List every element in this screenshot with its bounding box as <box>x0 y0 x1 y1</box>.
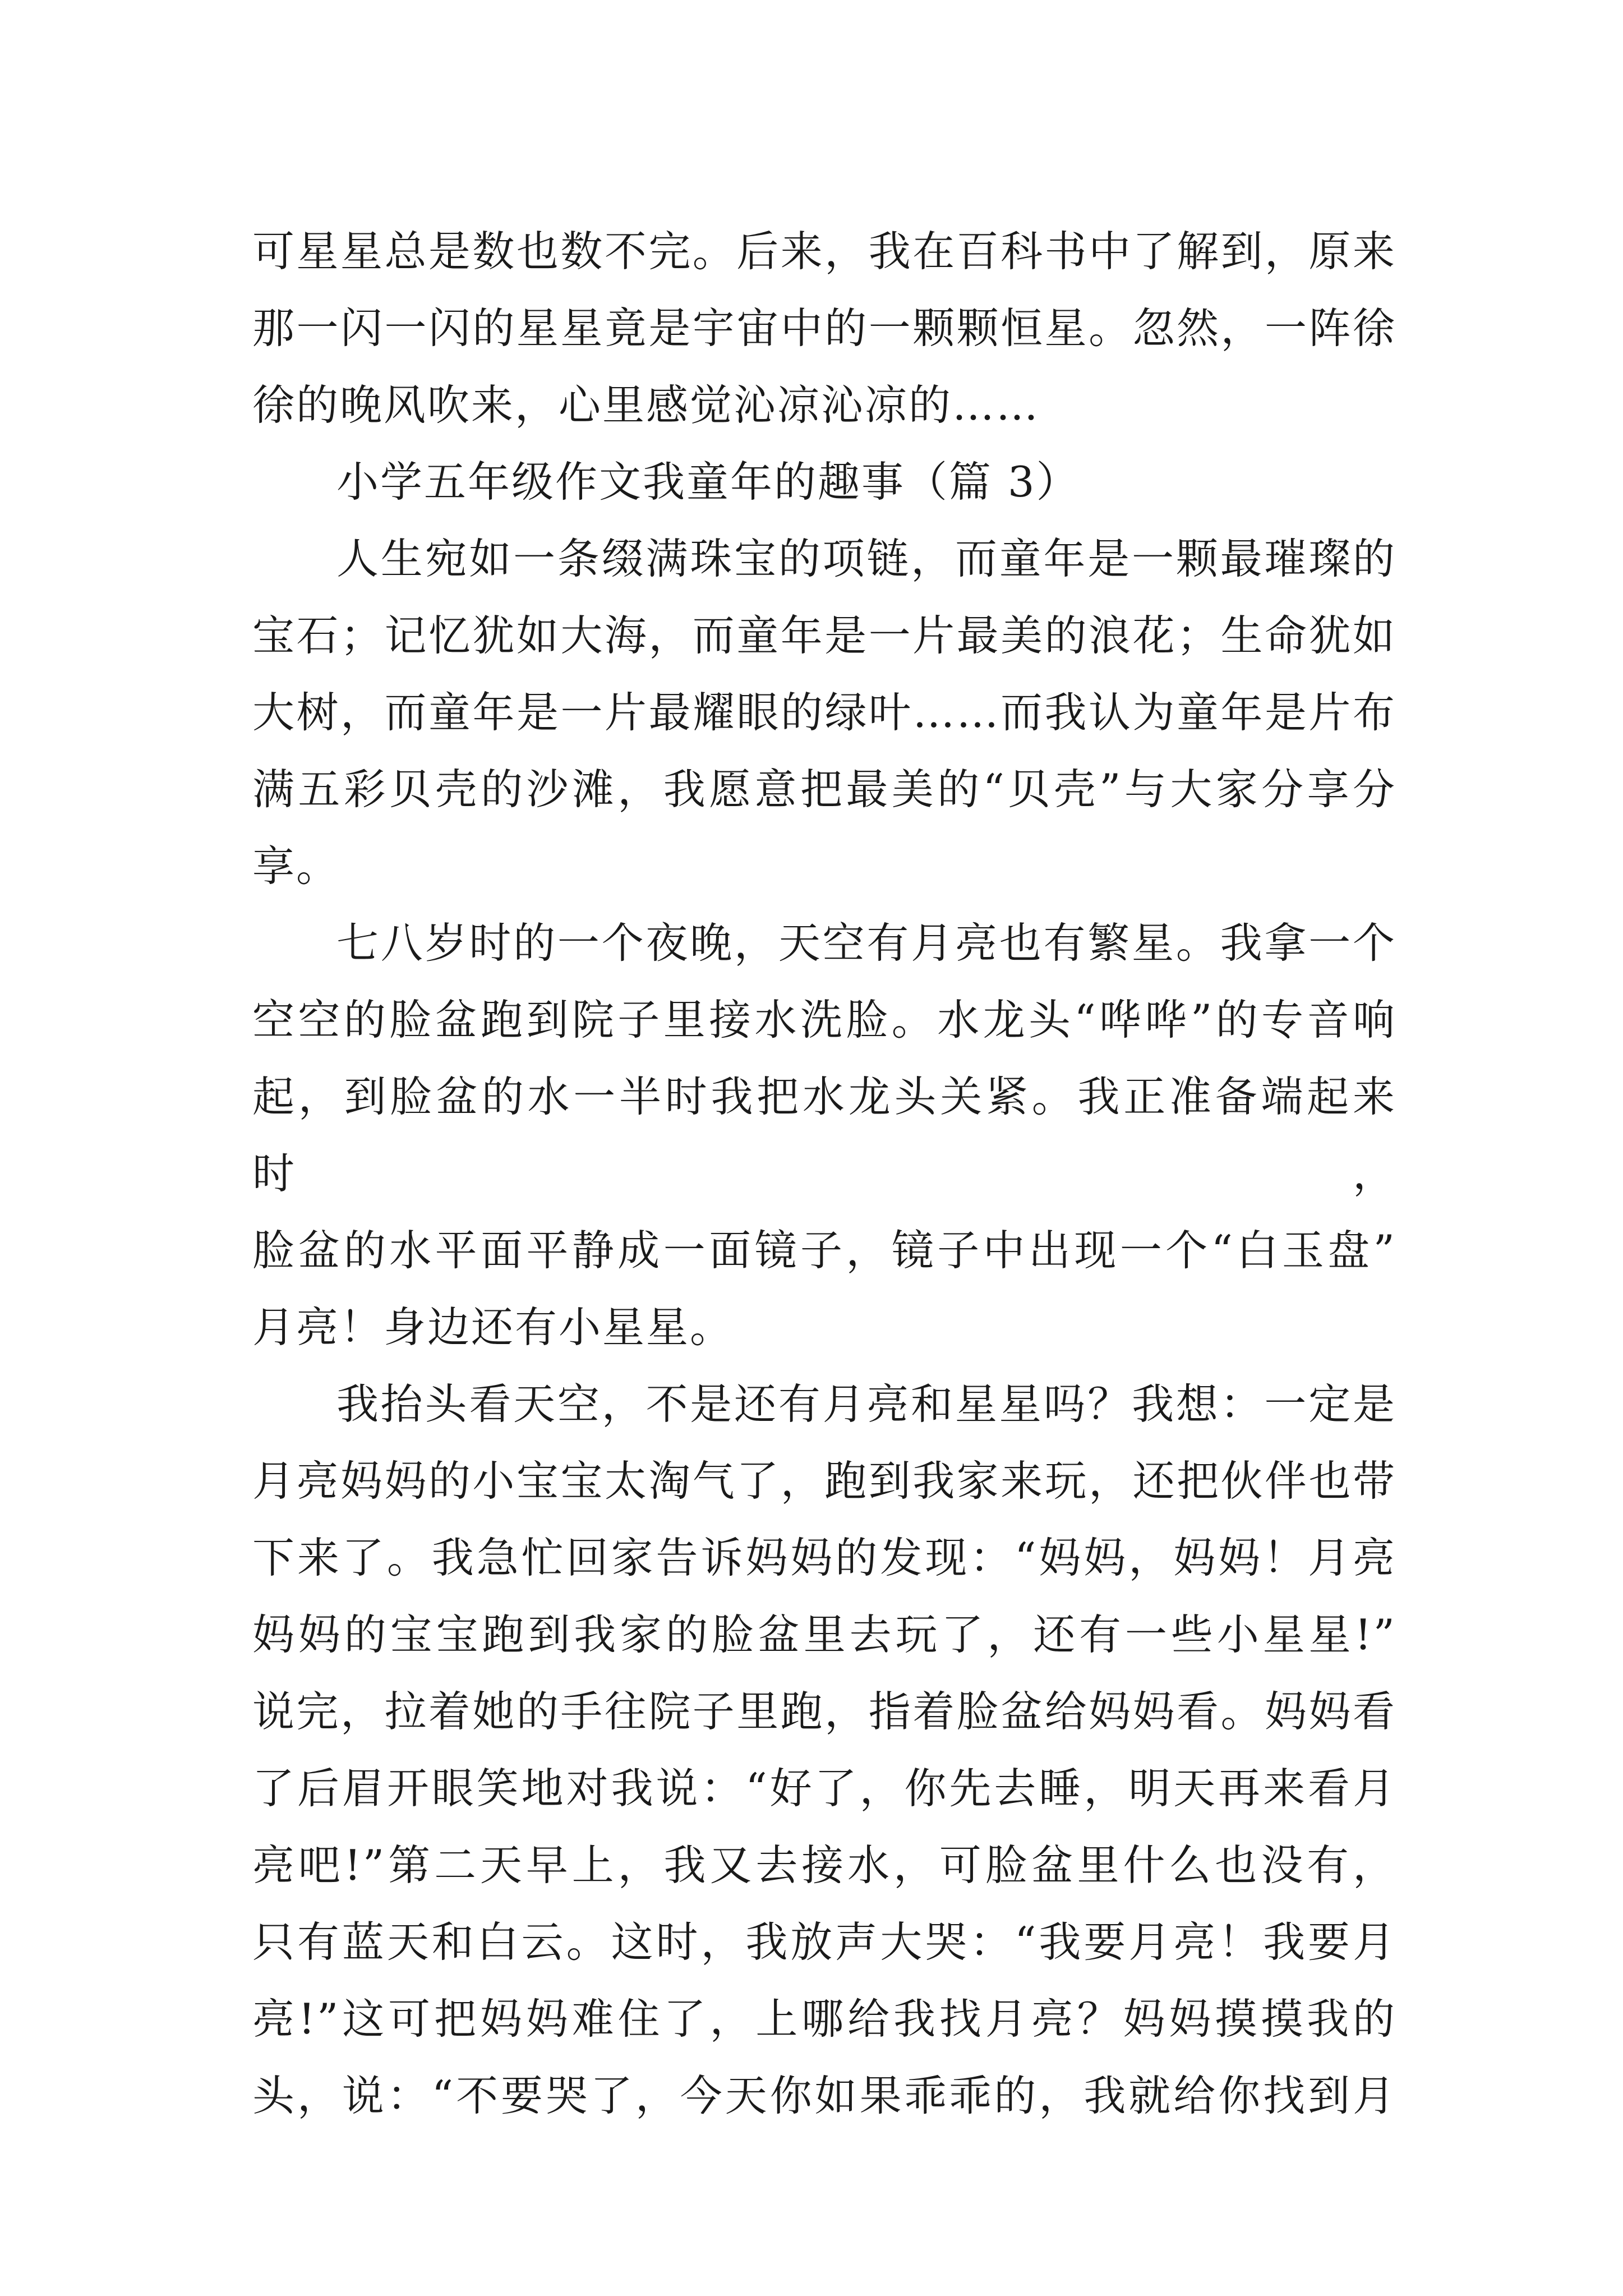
paragraph-line: 我抬头看天空，不是还有月亮和星星吗？我想：一定是 <box>336 1379 1396 1429</box>
paragraph-line: 月亮！身边还有小星星。 <box>252 1303 734 1352</box>
paragraph-line: 满五彩贝壳的沙滩，我愿意把最美的“贝壳”与大家分享分 <box>252 765 1396 814</box>
paragraph-line: 享。 <box>252 841 340 891</box>
document-body <box>252 213 1396 2134</box>
paragraph-line: 了后眉开眼笑地对我说：“好了，你先去睡，明天再来看月 <box>252 1764 1396 1813</box>
paragraph-line: 亮!”这可把妈妈难住了，上哪给我找月亮？妈妈摸摸我的 <box>252 1994 1396 2044</box>
section-heading: 小学五年级作文我童年的趣事（篇 3） <box>336 457 1080 507</box>
paragraph-line: 只有蓝天和白云。这时，我放声大哭：“我要月亮！我要月 <box>252 1917 1396 1967</box>
paragraph-line: 七八岁时的一个夜晚，天空有月亮也有繁星。我拿一个 <box>336 918 1396 968</box>
paragraph-line: 那一闪一闪的星星竟是宇宙中的一颗颗恒星。忽然，一阵徐 <box>252 303 1396 353</box>
paragraph-line: 下来了。我急忙回家告诉妈妈的发现：“妈妈，妈妈！月亮 <box>252 1533 1396 1582</box>
paragraph-line: 大树，而童年是一片最耀眼的绿叶……而我认为童年是片布 <box>252 688 1396 737</box>
paragraph-line: 空空的脸盆跑到院子里接水洗脸。水龙头“哗哗”的专音响 <box>252 995 1396 1045</box>
paragraph-line: 妈妈的宝宝跑到我家的脸盆里去玩了，还有一些小星星!” <box>252 1610 1396 1659</box>
paragraph-line: 人生宛如一条缀满珠宝的项链，而童年是一颗最璀璨的 <box>336 534 1396 583</box>
paragraph-line: 脸盆的水平面平静成一面镜子，镜子中出现一个“白玉盘” <box>252 1226 1396 1275</box>
paragraph-line: 头，说：“不要哭了，今天你如果乖乖的，我就给你找到月 <box>252 2071 1396 2120</box>
paragraph-line: 亮吧!”第二天早上，我又去接水，可脸盆里什么也没有， <box>252 1841 1396 1890</box>
paragraph-line: 徐的晚风吹来，心里感觉沁凉沁凉的…… <box>252 380 1040 430</box>
paragraph-line: 起，到脸盆的水一半时我把水龙头关紧。我正准备端起来时， <box>252 1072 1396 1198</box>
paragraph-line: 月亮妈妈的小宝宝太淘气了，跑到我家来玩，还把伙伴也带 <box>252 1456 1396 1506</box>
paragraph-line: 说完，拉着她的手往院子里跑，指着脸盆给妈妈看。妈妈看 <box>252 1687 1396 1736</box>
paragraph-line: 可星星总是数也数不完。后来，我在百科书中了解到，原来 <box>252 227 1396 276</box>
paragraph-line: 宝石；记忆犹如大海，而童年是一片最美的浪花；生命犹如 <box>252 611 1396 660</box>
